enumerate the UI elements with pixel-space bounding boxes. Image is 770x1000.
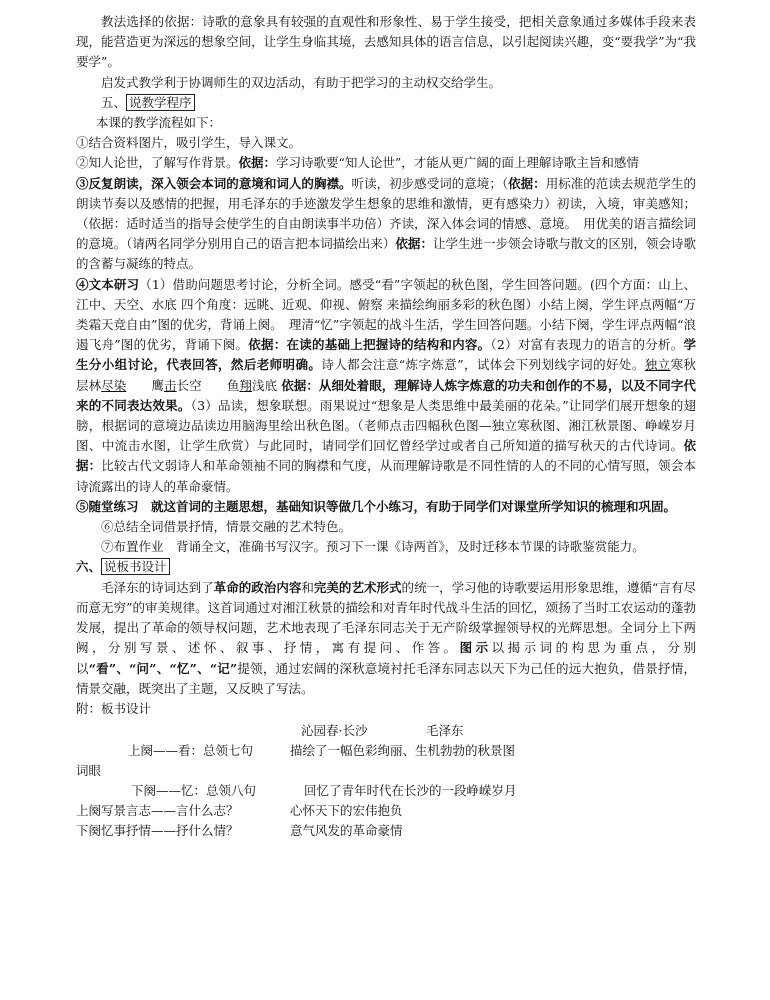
step-2-basis: 学习诗歌要“知人论世”，才能从更广阔的面上理解诗歌主旨和感情 [276,155,639,171]
p3-text-a: 毛泽东的诗词达到了 [101,579,214,595]
step-3-text-c: 让学生进一步领会诗歌与散文的区别，领会诗歌的含蓄与凝练的特点。 [76,236,696,272]
paragraph-heuristic: 启发式教学利于协调师生的双边活动，有助于把学习的主动权交给学生。 [101,74,502,90]
board-row-3-right: 心怀天下的宏伟抱负 [290,803,403,819]
step-4-text-b: （2）对富有表现力的语言的分析。 [490,337,684,353]
step-2-basis-label: 依据： [238,155,277,171]
underlined-word: 独立 [644,357,671,373]
board-design [76,721,696,839]
p3-bold-a: 革命的政治内容 [213,579,302,595]
step-5: ⑤随堂练习 就这首词的主题思想，基础知识等做几个小练习，有助于同学们对课堂所学知识的梳理和巩固。 [76,498,677,514]
board-row-1-right: 描绘了一幅色彩绚丽、生机勃勃的秋景图 [290,743,516,759]
step-3-title: ③反复朗读，深入领会本词的意境和词人的胸襟。 [76,175,352,191]
paragraph-board-design [76,578,696,699]
board-title: 沁园春·长沙 [301,723,368,739]
step-6: ⑥总结全词借景抒情，情景交融的艺术特色。 [101,519,352,535]
section-6-number: 六、 [76,559,102,575]
step-4-basis-b: 依据：从细处着眼，理解诗人炼字炼意的功夫和创作的不易，以及不同字代来的不同表达效果。 [76,377,696,413]
board-row-3-left: 上阕写景言志——言什么志？ [76,803,239,819]
step-3-text-a: 听读，初步感受词的意境；（ [351,175,509,191]
p3-bold-c: 图示 [459,640,492,656]
step-3-text-b: 用标准的范读去规范学生的朗读节奏以及感情的把握，用毛泽东的手迹激发学生想象的思维和激情，更有感染力）初读，入境，审美感知；（依据：适时适当的指导会使学生的自由朗读事半功倍）齐读，深入体会词的情感、意境。 用优美的语言描绘词的意境。（请两名同学分别用自己的语言把本词描绘出来） [76,175,696,252]
board-row-1-wrap: 词眼 [76,763,102,779]
step-4-text-d: （3）品读，想象联想。雨果说过“想象是人类思维中最美丽的花朵。”让同学们展开想象的翅膀，根据词的意境边品读边用脑海里绘出秋色图。（老师点击四幅秋色图—独立寒秋图、湘江秋景图、峥嵘岁月图、中流击水图，让学生欣赏）与此同时，请同学们回忆曾经学过或者自己所知道的描写秋天的古代诗词。 [76,397,696,454]
step-1: ①结合资料图片，吸引学生，导入课文。 [76,135,302,151]
board-row-4-left: 下阕忆事抒情——抒什么情？ [76,823,239,839]
board-row-1-left: 上阕——看：总领七句 [128,743,254,759]
step-2 [76,153,696,173]
p3-bold-b: 完美的艺术形式 [313,579,402,595]
p3-text-c: 的统一，学习他的诗歌要运用形象思维，遵循“言有尽而意无穷”的审美规律。这首词通过对湘江秋景的描绘和对青年时代战斗生活的回忆，颂扬了当时工农运动的蓬勃发展，提出了革命的领导权问题，艺术地表现了毛泽东同志关于无产阶级掌握领导权的光辉思想。全词分上下两阙，分别写景、述怀、叙事、抒情，寓有提问、作答。 [76,579,696,656]
section-6-title: 说板书设计 [101,558,170,575]
word-gap: 浅底 [252,377,282,393]
board-author: 毛泽东 [426,723,464,739]
step-7: ⑦布置作业 背诵全文，准确书写汉字。预习下一课《诗两首》，及时迁移本节课的诗歌鉴赏能力。 [101,539,645,555]
underlined-word: 击 [164,377,177,393]
section-5-heading [76,93,696,113]
step-4-text-c: 诗人都会注意“炼字炼意”，试体会下列划线字词的好处。 [321,357,645,373]
section-5-number: 五、 [101,94,127,110]
step-3-basis-label: 依据： [508,175,546,191]
document-page [76,12,709,839]
step-2-text: ②知人论世，了解写作背景。 [76,155,239,171]
flow-intro: 本课的教学流程如下： [96,115,222,131]
word-gap: 寒秋 层林 [76,357,709,393]
step-4-text-bold: 学生分小组讨论，代表回答，然后老师明确。 [76,337,696,373]
word-gap: 鹰 [126,377,164,393]
step-4-basis-a: 依据：在读的基础上把握诗的结构和内容。 [248,337,491,353]
p3-text-e: 提领，通过宏阔的深秋意境衬托毛泽东同志以天下为己任的远大抱负，借景抒情，情景交融，既突出了主题，又反映了写法。 [76,660,696,696]
step-3-basis-label-2: 依据： [395,236,433,252]
section-5-title: 说教学程序 [126,94,195,111]
board-row-2-left: 下阕——忆：总领八句 [131,783,257,799]
underlined-word: 尽染 [101,377,127,393]
paragraph-method-basis: 教法选择的依据：诗歌的意象具有较强的直观性和形象性、易于学生接受，把相关意象通过多媒体手段来表现，能营造更为深远的想象空间，让学生身临其境，去感知具体的语言信息，以引起阅读兴趣，变“要我学”为“我要学”。 [76,14,696,70]
step-4-text-e: 比较古代文弱诗人和革命领袖不同的胸襟和气度，从而理解诗歌是不同性情的人的不同的心情写照，领会本诗流露出的诗人的革命豪情。 [76,458,696,494]
p3-text-b: 和 [301,579,314,595]
step-4-basis-label: 依据： [76,438,696,474]
board-row-2-right: 回忆了青年时代在长沙的一段峥嵘岁月 [304,783,517,799]
step-4-text-a: （1）借助问题思考讨论，分析全词。感受“看”字领起的秋色图，学生回答问题。(四个方面：山上、江中、天空、水底 四个角度：远眺、近观、仰视、俯察 来描绘绚丽多彩的秋色图）小结上阕，学生评点两幅“万类霜天竞自由”图的优劣，背诵上阕。 理清“忆”字领起的战斗生活，学生回答问题。小结下阕，学生评点两幅“浪遏飞舟”图的优劣，背诵下阕。 [76,276,696,353]
step-4-title: ④文本研习 [76,276,140,292]
appendix-label: 附：板书设计 [76,700,152,716]
underlined-word: 翔 [239,377,253,393]
step-3 [76,174,696,275]
step-4 [76,275,709,497]
section-6-heading [76,557,696,577]
word-gap: 长空 鱼 [176,377,240,393]
board-row-4-right: 意气风发的革命豪情 [290,823,403,839]
p3-text-d: 以揭示词的构思为重点，分别以 [76,640,696,676]
p3-bold-d: “看”、“问”、“忆”、“记” [88,660,238,676]
